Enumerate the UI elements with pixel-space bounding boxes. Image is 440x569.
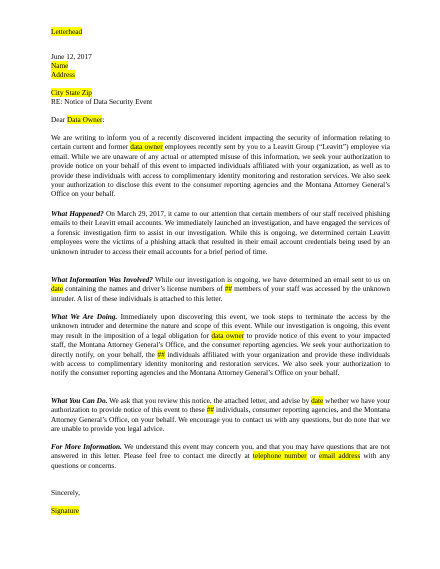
recipient-address: Address <box>51 70 75 79</box>
date-placeholder: date <box>311 396 324 405</box>
telephone-placeholder: telephone number <box>252 451 307 461</box>
count-placeholder: ## <box>157 349 165 359</box>
recipient-city-state-zip: City State Zip <box>51 88 92 97</box>
paragraph-what-we-are-doing: What We Are Doing. Immediately upon discovering this event, we took steps to terminate the access by the unknown intruder and determine the nature and scope of this event. While our investigation is ongoing, this event may result in the imposition of a legal obligation for data owner to provide notice of this event to your impacted staff, the Montana Attorney General’s Office, and the consumer reporting agencies. We seek your authorization to directly notify, on your behalf, the ## individuals affiliated with your organization and provide these individuals with access to complimentary identity monitoring and restoration services. We also seek your authorization to notify the consumer reporting agencies and the Montana Attorney General’s Office on your behalf. <box>51 312 391 378</box>
signature <box>51 506 390 515</box>
salutation: Dear Data Owner: <box>51 115 105 124</box>
data-owner-placeholder: data owner <box>130 142 163 152</box>
letterhead <box>51 27 390 36</box>
data-owner-placeholder: data owner <box>211 330 245 340</box>
email-placeholder: email address <box>319 451 361 461</box>
paragraph-more-information: For More Information. We understand this event may concern you, and that you may have questions that are not answered in this letter. Please feel free to contact me directly at telephone number or email address with any questions or concerns. <box>51 442 391 470</box>
date-placeholder: date <box>51 284 64 294</box>
paragraph-what-information: What Information Was Involved? While our investigation is ongoing, we have determined an email sent to us on date containing the names and driver’s license numbers of ## members of your staff was accessed by the unknown intruder. A list of these individuals is attached to this letter. <box>51 275 390 303</box>
re-line: RE: Notice of Data Security Event <box>51 97 153 106</box>
section-heading: What We Are Doing. <box>51 312 118 321</box>
section-heading: For More Information. <box>51 442 122 451</box>
count-placeholder: ## <box>206 405 215 415</box>
letter-date: June 12, 2017 <box>51 52 92 61</box>
signature-placeholder: Signature <box>51 506 79 515</box>
closing: Sincerely, <box>51 488 80 497</box>
count-placeholder: ## <box>224 284 233 294</box>
data-owner-placeholder: Data Owner <box>67 115 103 124</box>
section-heading: What Information Was Involved? <box>51 275 153 284</box>
section-heading: What You Can Do. <box>51 396 108 405</box>
paragraph-intro: We are writing to inform you of a recently discovered incident impacting the security of information relating to certain current and former data owner employees recently sent by you to a Leavitt Group (“Leavitt”) employee via email. While we are unaware of any actual or attempted misuse of this information, we seek your authorization to provide notice on your behalf of this event to impacted individuals affiliated with your organization, as well as to provide these individuals with access to complimentary identity monitoring and restoration services. We also seek your authorization to disclose this event to the consumer reporting agencies and the Montana Attorney General’s Office on your behalf. <box>51 133 390 199</box>
paragraph-what-happened: What Happened? On March 29, 2017, it came to our attention that certain members of our staff received phishing emails to their Leavitt email accounts. We immediately launched an investigation, and have engaged the services of a forensic investigation firm to assist in our investigation. While this is ongoing, we determined certain Leavitt employees were the victims of a phishing attack that resulted in their email account credentials being used by an unknown intruder to access their email accounts for a brief period of time. <box>51 209 390 256</box>
paragraph-what-you-can-do: What You Can Do. We ask that you review this notice, the attached letter, and advise by date whether we have your authorization to provide notice of this event to these ## individuals, consumer reporting agencies, and the Montana Attorney General’s Office, on your behalf. We encourage you to contact us with any questions, but do note that we are unable to provide you legal advice. <box>51 396 390 434</box>
section-heading: What Happened? <box>51 209 104 218</box>
recipient-name: Name <box>51 61 69 70</box>
letterhead-placeholder: Letterhead <box>51 27 83 36</box>
